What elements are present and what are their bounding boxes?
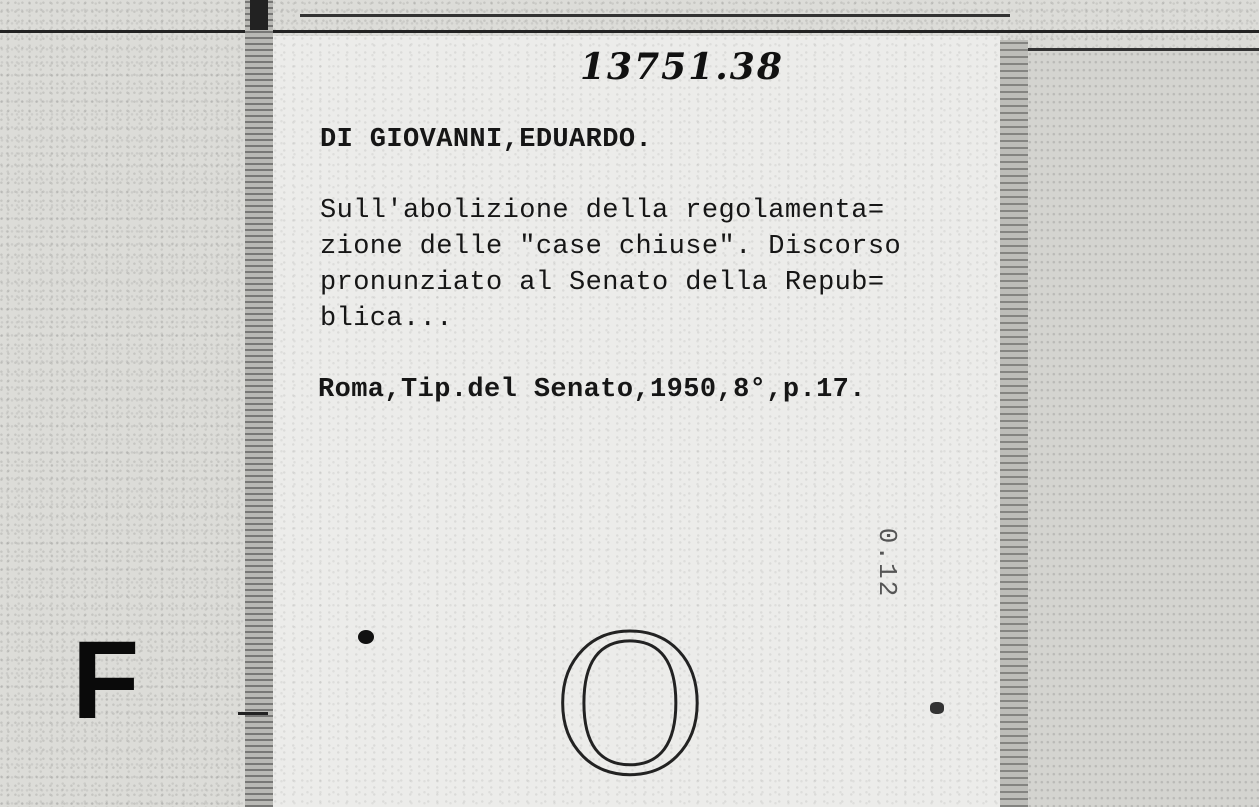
author-heading: DI GIOVANNI,EDUARDO. xyxy=(320,125,653,155)
edge-tick-mark xyxy=(238,712,268,715)
right-card-edge xyxy=(1000,40,1028,807)
imprint-line: Roma,Tip.del Senato,1950,8°,p.17. xyxy=(318,375,866,405)
title-line-4: blica... xyxy=(320,304,453,334)
margin-letter-o: O xyxy=(552,596,708,807)
title-line-3: pronunziato al Senato della Repub= xyxy=(320,268,885,298)
title-line-1: Sull'abolizione della regolamenta= xyxy=(320,196,885,226)
upper-edge-line xyxy=(300,14,1010,17)
ink-smudge xyxy=(930,702,944,714)
margin-letter-f: F xyxy=(72,619,140,742)
title-line-2: zione delle "case chiuse". Discorso xyxy=(320,232,902,262)
top-edge-line xyxy=(0,30,1259,33)
left-card-edge xyxy=(245,0,273,807)
rotated-number: 0.12 xyxy=(872,527,903,599)
call-number: 13751.38 xyxy=(580,46,784,88)
left-edge-mark xyxy=(250,0,268,30)
adjacent-card xyxy=(1028,48,1259,807)
ink-blot xyxy=(358,630,374,644)
